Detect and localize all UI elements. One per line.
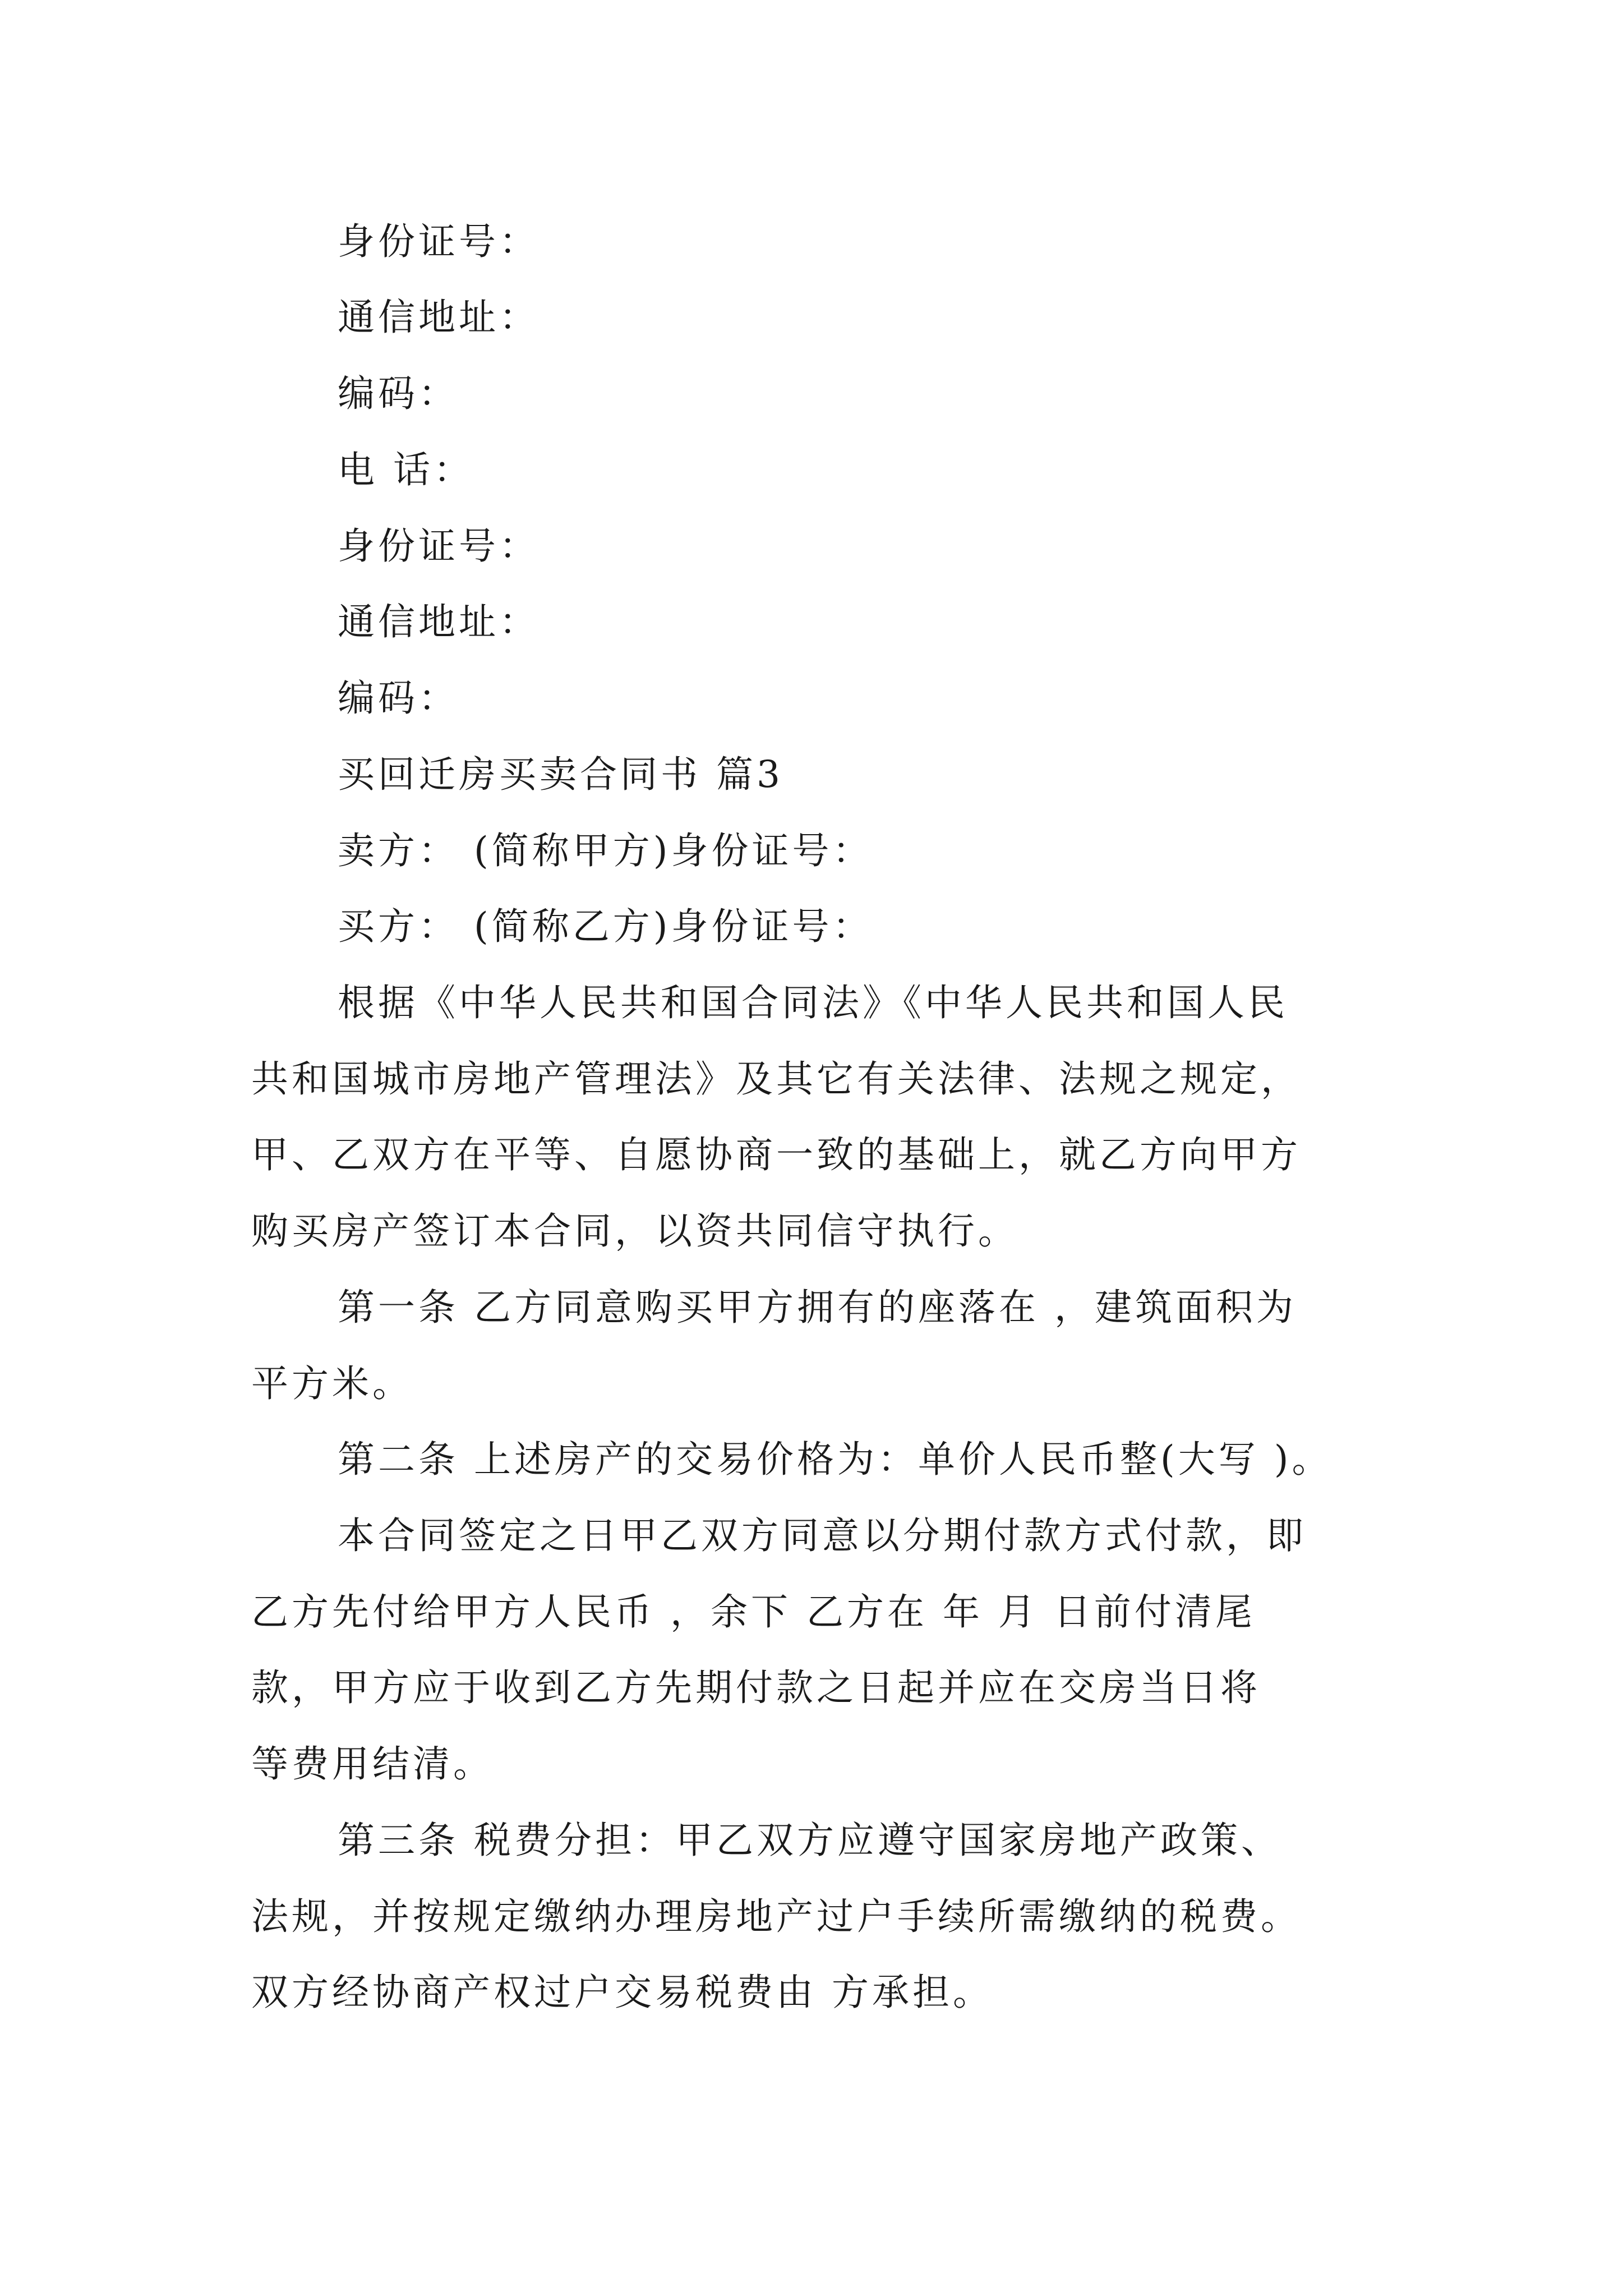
article-2-line-1: 第二条 上述房产的交易价格为：单价人民币整(大写 )。: [338, 1438, 1332, 1481]
address-label-1: 通信地址：: [338, 296, 540, 339]
article-3-line-1: 第三条 税费分担：甲乙双方应遵守国家房地产政策、: [338, 1819, 1281, 1862]
payment-line-1: 本合同签定之日甲乙双方同意以分期付款方式付款，即: [338, 1514, 1307, 1557]
payment-line-4: 等费用结清。: [251, 1742, 494, 1786]
phone-label: 电 话：: [338, 448, 474, 491]
id-number-label-1: 身份证号：: [338, 220, 540, 263]
article-1-line-1: 第一条 乙方同意购买甲方拥有的座落在 ，建筑面积为: [338, 1286, 1297, 1329]
preamble-line-4: 购买房产签订本合同，以资共同信守执行。: [251, 1209, 1018, 1253]
article-3-line-2: 法规，并按规定缴纳办理房地产过户手续所需缴纳的税费。: [251, 1895, 1301, 1938]
preamble-line-1: 根据《中华人民共和国合同法》《中华人民共和国人民: [338, 981, 1288, 1024]
payment-line-3: 款，甲方应于收到乙方先期付款之日起并应在交房当日将: [251, 1666, 1261, 1709]
postcode-label-1: 编码：: [338, 372, 459, 415]
article-1-line-2: 平方米。: [251, 1362, 413, 1405]
id-number-label-2: 身份证号：: [338, 524, 540, 568]
preamble-line-2: 共和国城市房地产管理法》及其它有关法律、法规之规定，: [251, 1057, 1301, 1101]
section-title: 买回迁房买卖合同书 篇3: [338, 753, 783, 796]
seller-line: 卖方： (简称甲方)身份证号：: [338, 829, 873, 872]
address-label-2: 通信地址：: [338, 600, 540, 643]
payment-line-2: 乙方先付给甲方人民币 ，余下 乙方在 年 月 日前付清尾: [251, 1590, 1256, 1634]
buyer-line: 买方： (简称乙方)身份证号：: [338, 905, 873, 948]
postcode-label-2: 编码：: [338, 677, 459, 720]
article-3-line-3: 双方经协商产权过户交易税费由 方承担。: [251, 1971, 993, 2014]
preamble-line-3: 甲、乙双方在平等、自愿协商一致的基础上，就乙方向甲方: [251, 1133, 1301, 1176]
